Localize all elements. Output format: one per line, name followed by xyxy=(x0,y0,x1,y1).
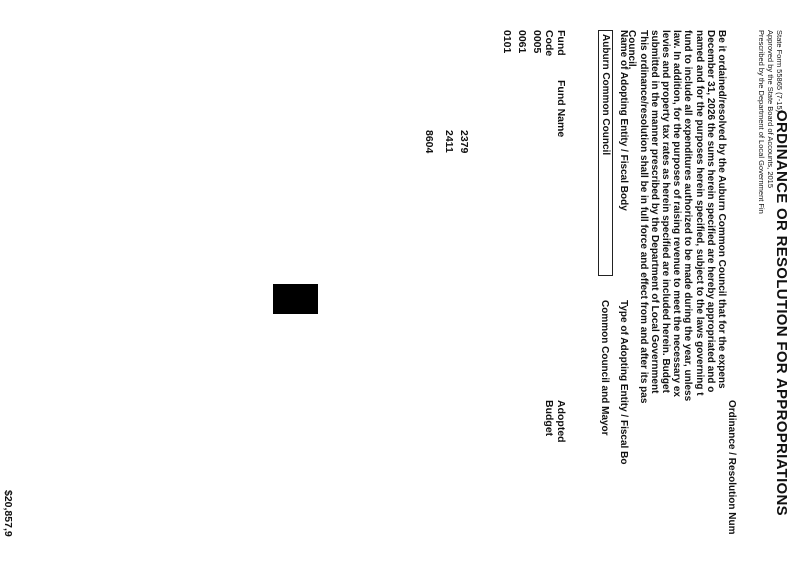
adopted-budget-header: Adopted Budget xyxy=(543,400,567,443)
table-row: 2411 xyxy=(443,130,455,153)
adopting-entity-label: Name of Adopting Entity / Fiscal Body xyxy=(618,30,629,211)
table-row: 0005 xyxy=(531,30,543,54)
document-title: ORDINANCE OR RESOLUTION FOR APPROPRIATIONS xyxy=(773,110,790,516)
body-line-8: This ordinance/resolution shall be in full force and effect from and after its pas xyxy=(637,30,649,404)
table-row: 8604 xyxy=(423,130,435,154)
form-line-3: Prescribed by the Department of Local Government Fin xyxy=(757,30,766,214)
body-line-4: fund to include all expenditures authorized to be made during the year, unless xyxy=(682,30,694,402)
body-line-3: named and for the purposes herein specified, subject to the laws governing t xyxy=(693,30,705,396)
table-row: 0061 xyxy=(516,30,528,54)
table-row: 2379 xyxy=(458,130,470,154)
body-line-5: law. In addition, for the purposes of raising revenue to meet the necessary ex xyxy=(671,30,683,397)
entity-type-label: Type of Adopting Entity / Fiscal Bo xyxy=(618,300,629,465)
adopting-entity-field: Auburn Common Council xyxy=(598,30,613,276)
body-line-2: December 31, 2026 the sums herein specified are hereby appropriated and o xyxy=(704,30,716,393)
fund-name-header: Fund Name xyxy=(555,80,567,138)
form-line-1: State Form 55865 (7-15) xyxy=(775,30,784,113)
redaction-block xyxy=(273,284,318,314)
body-line-6: levies and property tax rates as herein specified are included herein. Budget xyxy=(659,30,671,393)
body-line-1: Be it ordained/resolved by the Auburn Common Council that for the expens xyxy=(716,30,727,389)
body-line-7: submitted in the manner prescribed by the Department of Local Government xyxy=(648,30,660,394)
body-text xyxy=(626,30,727,403)
table-row: 0101 xyxy=(501,30,513,54)
total-budget: $20,857,9 xyxy=(2,490,14,537)
entity-type-value: Common Council and Mayor xyxy=(599,300,610,436)
fund-code-header: Fund Code xyxy=(543,30,567,57)
body-line-9: Council. xyxy=(626,30,638,70)
ordinance-number-label: Ordinance / Resolution Num xyxy=(726,400,737,535)
form-info xyxy=(757,30,784,214)
form-line-2: Approved by the State Board of Accounts, 2015 xyxy=(766,30,775,189)
